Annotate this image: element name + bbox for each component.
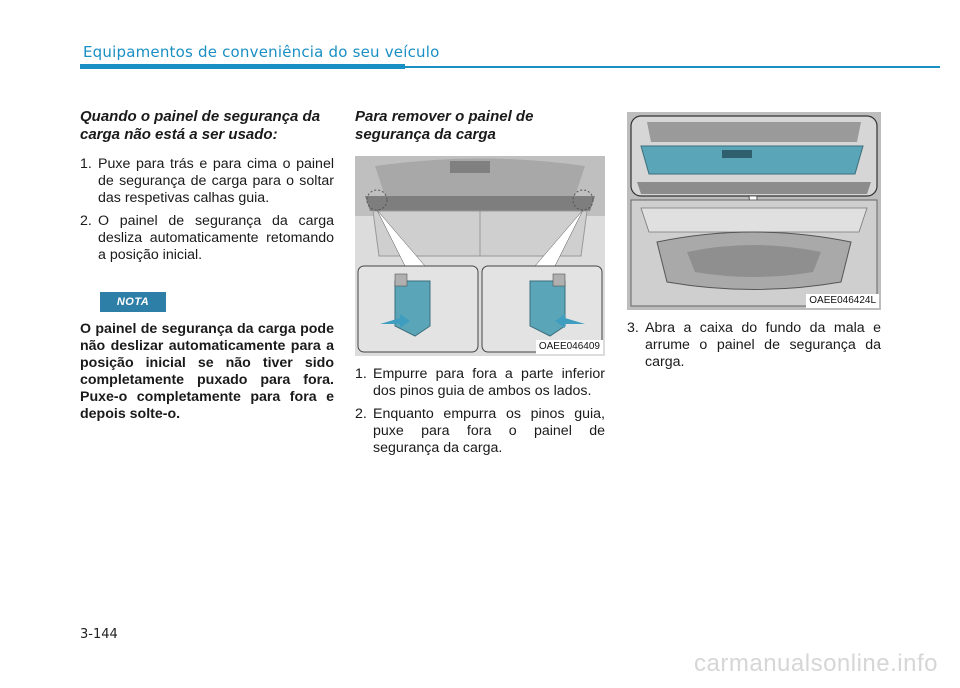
figure-guide-pins xyxy=(355,156,605,356)
step-number: 3. xyxy=(627,320,639,336)
steps-list xyxy=(627,320,881,371)
header-rule-thick xyxy=(80,64,405,69)
step-number: 1. xyxy=(80,156,92,172)
steps-list xyxy=(80,156,334,264)
column-middle xyxy=(355,108,605,463)
step-number: 1. xyxy=(355,366,367,382)
column-right xyxy=(627,112,881,377)
step-item xyxy=(355,366,605,400)
note-text: O painel de segurança da carga pode não deslizar automaticamente para a posição inicial se não tiver sido completamente puxado para fora. Puxe-o completamente para fora e depois solte-o. xyxy=(80,321,334,422)
watermark: carmanualsonline.info xyxy=(694,650,938,677)
step-item xyxy=(80,156,334,207)
header-rule-thin xyxy=(405,66,940,68)
steps-list xyxy=(355,366,605,457)
cargo-area-illustration xyxy=(355,156,605,356)
step-item xyxy=(80,213,334,264)
page-number: 3-144 xyxy=(80,627,118,642)
step-number: 2. xyxy=(355,406,367,422)
figure-underfloor-box xyxy=(627,112,881,310)
subheading-unused-panel: Quando o painel de segurança da carga não está a ser usado: xyxy=(80,108,321,143)
note-badge: NOTA xyxy=(100,292,166,312)
column-left xyxy=(80,108,334,423)
step-item xyxy=(627,320,881,371)
step-item xyxy=(355,406,605,457)
step-text: Enquanto empurra os pinos guia, puxe para fora o painel de segurança da carga. xyxy=(373,406,605,456)
figure-code: OAEE046409 xyxy=(536,340,603,354)
trunk-storage-illustration xyxy=(627,112,881,310)
figure-code: OAEE046424L xyxy=(806,294,879,308)
subheading-remove-panel: Para remover o painel de segurança da carga xyxy=(355,108,534,143)
step-text: Puxe para trás e para cima o painel de segurança de carga para o soltar das respetivas calhas guia. xyxy=(98,156,334,206)
step-text: Abra a caixa do fundo da mala e arrume o painel de segurança da carga. xyxy=(645,320,881,370)
section-title: Equipamentos de conveniência do seu veículo xyxy=(83,43,440,61)
step-text: O painel de segurança da carga desliza automaticamente retomando a posição inicial. xyxy=(98,213,334,263)
step-text: Empurre para fora a parte inferior dos pinos guia de ambos os lados. xyxy=(373,366,605,399)
step-number: 2. xyxy=(80,213,92,229)
